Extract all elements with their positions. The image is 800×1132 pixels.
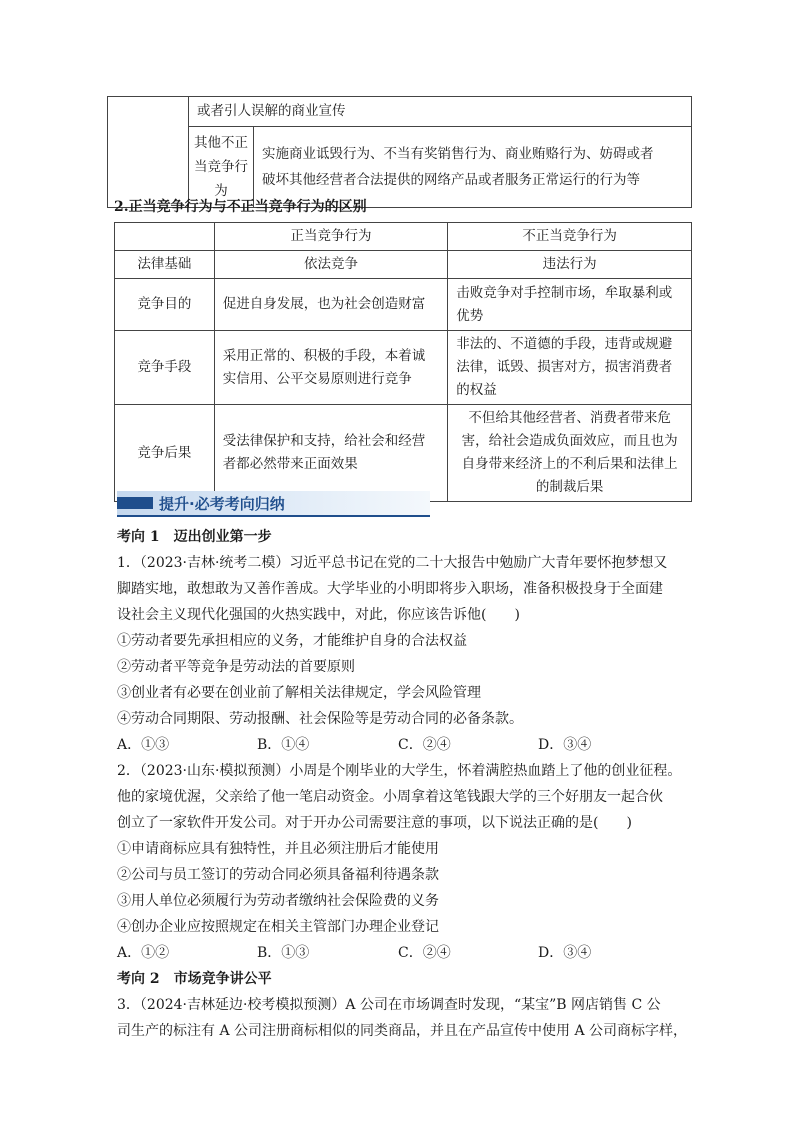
table-cell — [448, 405, 692, 502]
section-banner — [117, 491, 430, 517]
cell-line: 不但给其他经营者、消费者带来危 — [468, 410, 671, 426]
question-1-line: 1．（2023·吉林·统考二模）习近平总书记在党的二十大报告中勉励广大青年要怀抱梦想又 — [117, 555, 668, 571]
row-label: 法律基础 — [115, 251, 215, 279]
option-c: C．②④ — [398, 945, 451, 961]
question-1-item: ③创业者有必要在创业前了解相关法律规定，学会风险管理 — [117, 685, 481, 701]
question-1-item: ②劳动者平等竞争是劳动法的首要原则 — [117, 659, 355, 675]
row-label: 竞争手段 — [115, 331, 215, 405]
question-2-item: ②公司与员工签订的劳动合同必须具备福利待遇条款 — [117, 867, 439, 883]
option-a: A．①② — [117, 945, 170, 961]
question-2-line: 他的家境优渥，父亲给了他一笔启动资金。小周拿着这笔钱跟大学的三个好朋友一起合伙 — [117, 789, 663, 805]
table-row — [115, 331, 692, 405]
cell-line: 击败竞争对手控制市场，牟取暴利或 — [456, 284, 673, 301]
table-cell — [214, 331, 447, 405]
table-cell — [108, 97, 189, 208]
cell-line: 采用正常的、积极的手段，本着诚 — [222, 347, 426, 364]
question-1-item: ①劳动者要先承担相应的义务，才能维护自身的合法权益 — [117, 633, 467, 649]
direction-1-heading: 考向 1 迈出创业第一步 — [117, 529, 272, 545]
option-b: B．①③ — [257, 945, 310, 961]
table-row — [115, 405, 692, 502]
table-cell: 违法行为 — [448, 251, 692, 279]
table-row — [115, 279, 692, 331]
table-cell — [448, 279, 692, 331]
table-row — [115, 251, 692, 279]
direction-2-heading: 考向 2 市场竞争讲公平 — [117, 971, 272, 987]
option-b: B．①④ — [257, 737, 310, 753]
option-d: D．③④ — [538, 945, 592, 961]
cell-line: 害，给社会造成负面效应，而且也为 — [461, 433, 678, 449]
option-c: C．②④ — [398, 737, 451, 753]
question-1-line: 脚踏实地，敢想敢为又善作善成。大学毕业的小明即将步入职场，准备积极投身于全面建 — [117, 581, 663, 597]
table-cell — [448, 331, 692, 405]
unfair-competition-types-table — [107, 96, 692, 208]
table-cell: 或者引人误解的商业宣传 — [189, 97, 692, 127]
table-row — [108, 97, 692, 127]
table-header-cell — [115, 223, 215, 251]
section-heading: 2.正当竞争行为与不正当竞争行为的区别 — [114, 199, 367, 215]
banner-title: 提升·必考考向归纳 — [159, 495, 285, 513]
question-2-line: 2．（2023·山东·模拟预测）小周是个刚毕业的大学生，怀着满腔热血踏上了他的创业征程。 — [117, 763, 682, 779]
cell-line: 法律，诋毁、损害对方，损害消费者 — [456, 359, 673, 375]
question-3-line: 司生产的标注有 A 公司注册商标相似的同类商品，并且在产品宣传中使用 A 公司商标字样， — [117, 1023, 688, 1039]
row-label: 竞争后果 — [115, 405, 215, 502]
cell-line: 的权益 — [456, 382, 497, 398]
question-1-line: 设社会主义现代化强国的火热实践中，对此，你应该告诉他( ) — [117, 607, 520, 623]
competition-comparison-table — [114, 222, 692, 502]
table-cell: 促进自身发展，也为社会创造财富 — [214, 279, 447, 331]
cell-line: 其他不正 — [194, 135, 248, 151]
cell-line: 者都必然带来正面效果 — [222, 456, 358, 472]
table-cell: 依法竞争 — [214, 251, 447, 279]
question-3-line: 3．（2024·吉林延边·校考模拟预测）A 公司在市场调查时发现，“某宝”B 网店销售 C 公 — [117, 997, 661, 1013]
question-2-item: ③用人单位必须履行为劳动者缴纳社会保险费的义务 — [117, 893, 439, 909]
cell-line: 非法的、不道德的手段，违背或规避 — [456, 336, 673, 352]
table-header-row — [115, 223, 692, 251]
cell-line: 为 — [214, 183, 228, 199]
question-2-item: ①申请商标应具有独特性，并且必须注册后才能使用 — [117, 841, 439, 857]
cell-line: 实施商业诋毁行为、不当有奖销售行为、商业贿赂行为、妨碍或者 — [262, 146, 654, 162]
banner-bar-decoration — [117, 497, 153, 509]
row-label: 竞争目的 — [115, 279, 215, 331]
question-2-item: ④创办企业应按照规定在相关主管部门办理企业登记 — [117, 919, 439, 935]
table-header-cell: 不正当竞争行为 — [448, 223, 692, 251]
question-1-item: ④劳动合同期限、劳动报酬、社会保险等是劳动合同的必备条款。 — [117, 711, 523, 727]
cell-line: 自身带来经济上的不利后果和法律上 — [461, 456, 678, 472]
cell-line: 实信用、公平交易原则进行竞争 — [222, 370, 412, 387]
table-header-cell: 正当竞争行为 — [214, 223, 447, 251]
cell-line: 的制裁后果 — [535, 479, 604, 495]
cell-line: 优势 — [456, 307, 484, 324]
option-d: D．③④ — [538, 737, 592, 753]
cell-line: 受法律保护和支持，给社会和经营 — [222, 433, 426, 449]
cell-line: 破坏其他经营者合法提供的网络产品或者服务正常运行的行为等 — [262, 172, 640, 188]
table-cell — [214, 405, 447, 502]
cell-line: 当竞争行 — [194, 159, 248, 175]
option-a: A．①③ — [117, 737, 170, 753]
question-2-line: 创立了一家软件开发公司。对于开办公司需要注意的事项，以下说法正确的是( ) — [117, 815, 632, 831]
